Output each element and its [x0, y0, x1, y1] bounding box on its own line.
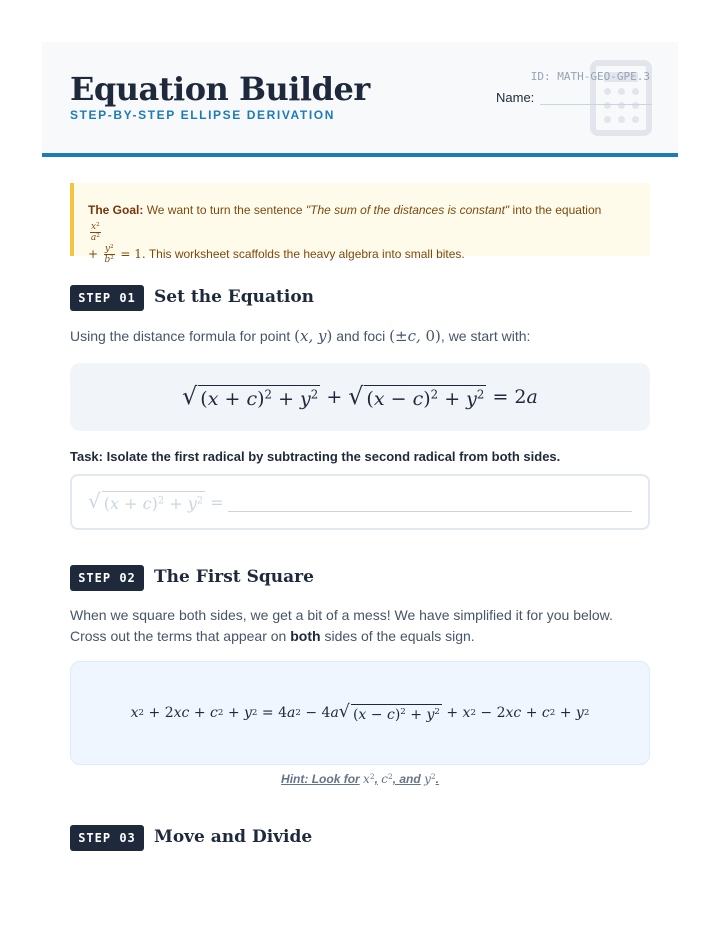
step-01-answer-field[interactable]	[70, 474, 650, 530]
step-03-badge: STEP 03	[70, 825, 144, 851]
goal-callout	[70, 183, 650, 266]
step-02-hint: Hint: Look for $x^2$, $c^2$, and $y^2$.	[281, 771, 439, 786]
answer-ghost-expression: √ $(x + c)^2 + y^2$ =	[88, 489, 224, 513]
step-02-badge: STEP 02	[70, 565, 144, 591]
answer-blank-line[interactable]	[228, 493, 632, 512]
step-02-instructions: When we square both sides, we get a bit of a mess! We have simplified it for you below. Cross out the terms that appear on both sides of the equals sign.	[70, 607, 613, 644]
goal-label: The Goal:	[88, 203, 144, 217]
step-01-title: Set the Equation	[154, 287, 315, 307]
goal-text-middle: into the equation	[512, 203, 602, 217]
page-title: Equation Builder	[70, 70, 370, 108]
goal-quote: "The sum of the distances is constant"	[305, 203, 510, 217]
goal-text-after: This worksheet scaffolds the heavy algebra into small bites.	[148, 247, 465, 262]
step-03-title: Move and Divide	[154, 827, 313, 847]
name-field[interactable]	[496, 90, 652, 105]
step-02-equation: x 2 + 2 xc + c 2 + y 2 = 4 a 2 − 4 a √ $(x - c)^2 + y^2$ + x 2 − 2 xc + c 2 + y 2	[70, 661, 650, 765]
goal-fraction-x: $\frac{x^2}{a^2}$	[90, 222, 100, 244]
step-02-title: The First Square	[154, 567, 314, 587]
name-input-line[interactable]	[540, 90, 652, 105]
step-01-task: Task: Isolate the first radical by subtracting the second radical from both sides.	[70, 449, 561, 464]
goal-text-before: We want to turn the sentence	[146, 203, 303, 217]
page-subtitle: STEP-BY-STEP ELLIPSE DERIVATION	[70, 108, 335, 122]
step-01-equation: √ $(x + c)^2 + y^2$ + √ $(x - c)^2 + y^2$ = 2 a	[70, 363, 650, 431]
step-01-badge: STEP 01	[70, 285, 144, 311]
goal-equation-rest: + $\frac{y^2}{b^2}$ = 1.	[88, 244, 146, 266]
document-id: ID: MATH-GEO-GPE.3	[530, 70, 650, 83]
step-01-intro: Using the distance formula for point (x, y) and foci (±c, 0), we start with:	[70, 327, 531, 345]
worksheet-header	[42, 42, 678, 157]
name-label: Name:	[496, 90, 535, 105]
